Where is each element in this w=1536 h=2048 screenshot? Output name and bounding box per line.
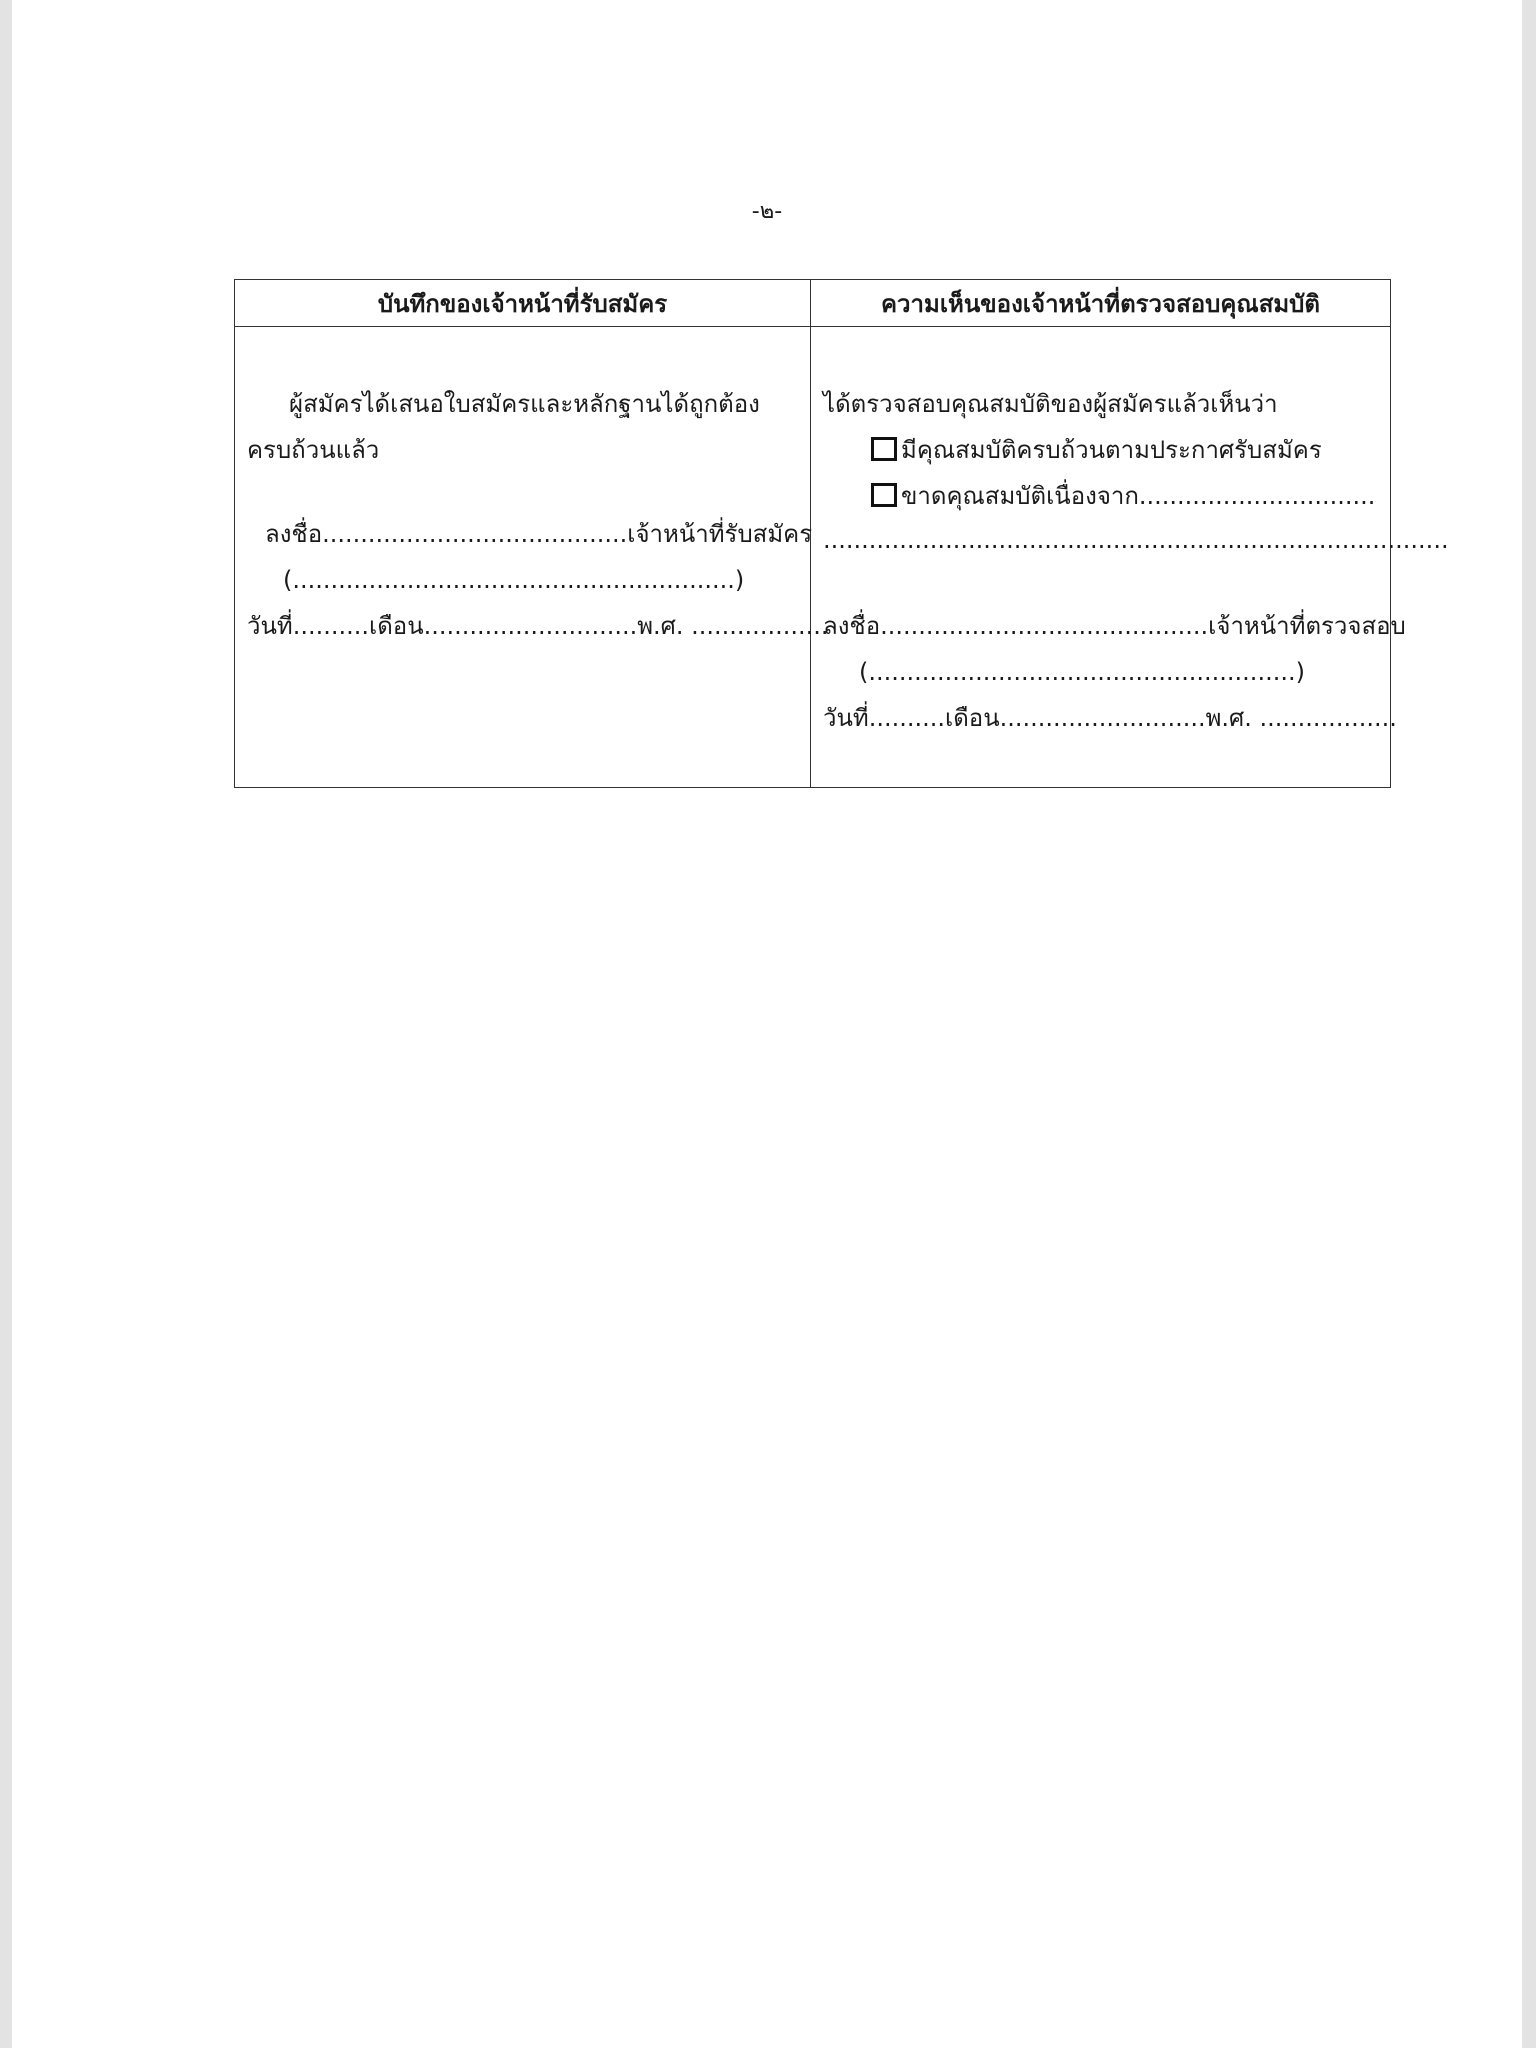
qualified-checkbox[interactable] xyxy=(871,437,897,461)
qualification-signature-line: ลงชื่อ...........................................เจ้าหน้าที่ตรวจสอบ xyxy=(823,612,1406,640)
page-number: -๒- xyxy=(751,199,783,224)
header-qualification-officer: ความเห็นของเจ้าหน้าที่ตรวจสอบคุณสมบัติ xyxy=(811,280,1391,327)
statement-line-1: ผู้สมัครได้เสนอใบสมัครและหลักฐานได้ถูกต้อง xyxy=(289,390,760,418)
receiving-date-line: วันที่..........เดือน............................พ.ศ. .................. xyxy=(247,612,829,640)
option-unqualified xyxy=(871,479,1375,513)
qualification-intro: ได้ตรวจสอบคุณสมบัติของผู้สมัครแล้วเห็นว่า xyxy=(823,390,1278,418)
document-page xyxy=(12,0,1522,2048)
application-record-table xyxy=(234,279,1449,788)
receiving-officer-cell xyxy=(235,327,829,788)
receiving-name-line: (..........................................................) xyxy=(283,566,745,594)
qualification-officer-cell xyxy=(811,327,1449,788)
qualification-name-line: (........................................................) xyxy=(859,658,1305,686)
option-qualified-label: มีคุณสมบัติครบถ้วนตามประกาศรับสมัคร xyxy=(901,436,1322,464)
receiving-signature-line: ลงชื่อ........................................เจ้าหน้าที่รับสมัคร xyxy=(265,520,813,548)
option-unqualified-label: ขาดคุณสมบัติเนื่องจาก............................... xyxy=(901,482,1376,510)
option-qualified xyxy=(871,433,1322,467)
header-receiving-officer: บันทึกของเจ้าหน้าที่รับสมัคร xyxy=(235,280,811,327)
reason-line: .................................................................................. xyxy=(823,526,1449,554)
qualification-date-line: วันที่..........เดือน...........................พ.ศ. .................. xyxy=(823,704,1397,732)
unqualified-checkbox[interactable] xyxy=(871,483,897,507)
statement-line-2: ครบถ้วนแล้ว xyxy=(247,436,380,464)
